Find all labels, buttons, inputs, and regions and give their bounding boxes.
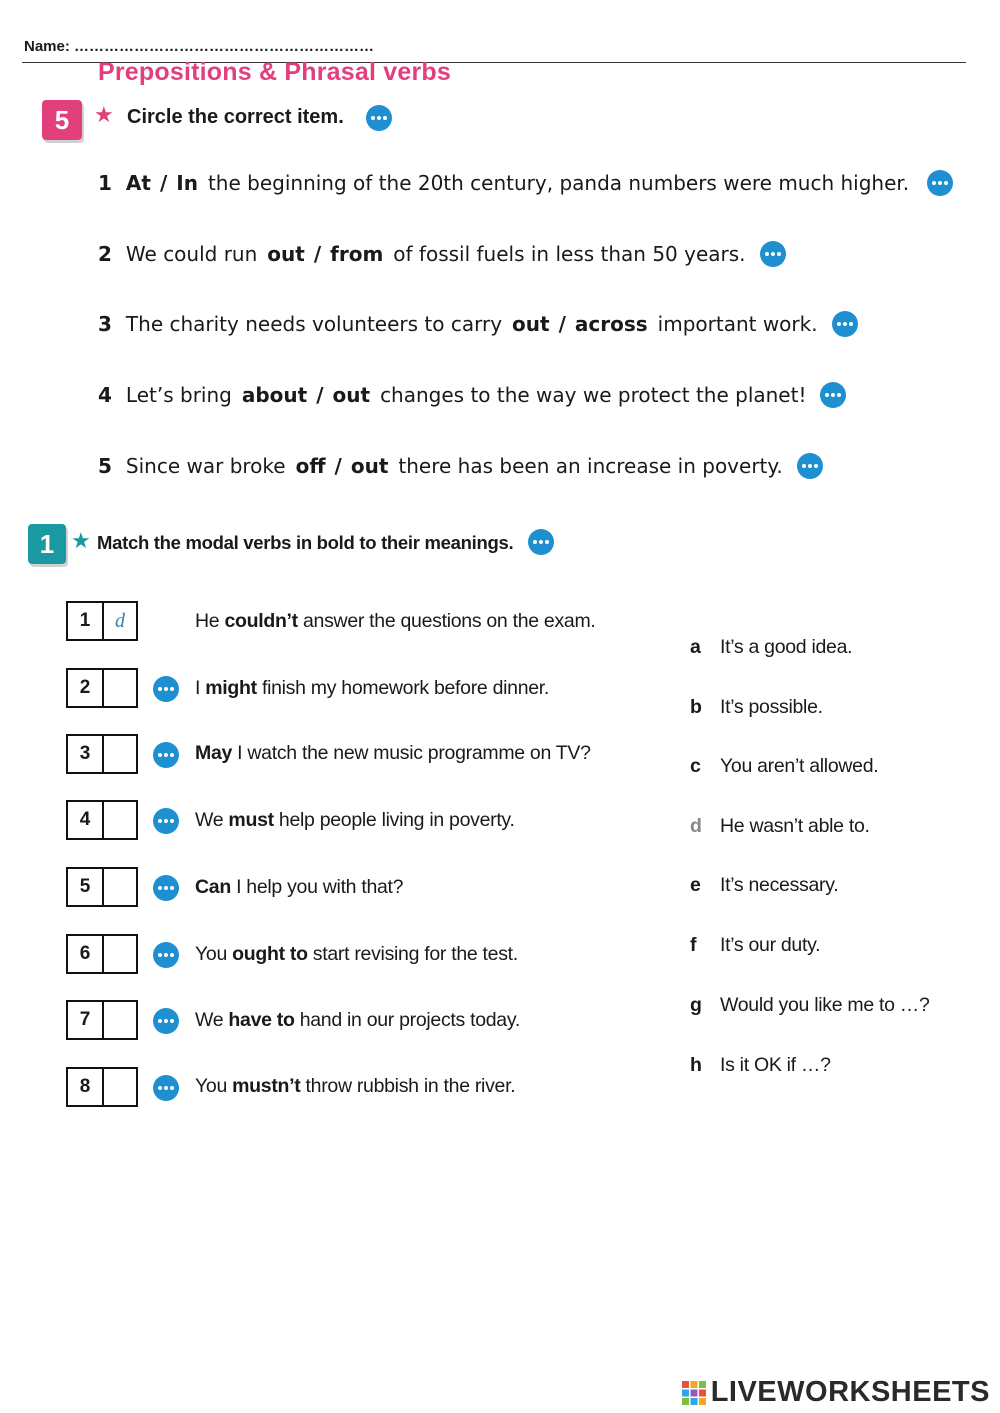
answer-input[interactable] [104, 736, 136, 772]
item-number: 5 [98, 454, 112, 478]
answer-input[interactable] [104, 869, 136, 905]
sentence-after: changes to the way we protect the planet! [380, 383, 807, 407]
option-2[interactable]: In [176, 171, 198, 195]
sentence-before: He [195, 610, 225, 632]
audio-play-icon[interactable] [832, 311, 858, 337]
item-number: 1 [68, 603, 104, 639]
sentence-before: We [195, 1009, 229, 1031]
meaning-text: He wasn’t able to. [720, 815, 870, 837]
answer-box [66, 1000, 138, 1040]
sentence [195, 1075, 515, 1098]
sentence [195, 809, 515, 832]
meaning-item [690, 874, 838, 897]
sentence [195, 943, 518, 966]
option-1[interactable]: out [267, 242, 305, 266]
list-item [98, 311, 858, 337]
audio-play-icon[interactable] [760, 241, 786, 267]
sentence-before: You [195, 1075, 233, 1097]
sentence-before: You [195, 943, 233, 965]
modal-verb: Can [195, 876, 231, 898]
item-number: 6 [68, 936, 104, 972]
exercise-1-badge: 1 [28, 524, 66, 564]
audio-play-icon[interactable] [797, 453, 823, 479]
answer-box [66, 1067, 138, 1107]
answer-input[interactable] [104, 1002, 136, 1038]
audio-play-icon[interactable] [927, 170, 953, 196]
meaning-letter: g [690, 994, 702, 1016]
audio-play-icon[interactable] [528, 529, 554, 555]
sentence-after: I watch the new music programme on TV? [232, 742, 591, 764]
star-icon: ★ [71, 529, 91, 554]
audio-play-icon[interactable] [820, 382, 846, 408]
sentence-after: I help you with that? [230, 876, 404, 898]
list-item [98, 170, 953, 196]
sentence-after: hand in our projects today. [294, 1009, 520, 1031]
meaning-text: It’s possible. [720, 696, 823, 718]
audio-play-icon[interactable] [153, 875, 179, 901]
sentence-after: finish my homework before dinner. [256, 677, 550, 699]
option-separator: / [316, 383, 324, 407]
sentence-after: the beginning of the 20th century, panda numbers were much higher. [207, 171, 910, 195]
answer-input[interactable] [104, 936, 136, 972]
answer-box [66, 800, 138, 840]
answer-box [66, 601, 138, 641]
answer-box [66, 934, 138, 974]
option-1[interactable]: off [295, 454, 326, 478]
item-number: 2 [68, 670, 104, 706]
option-separator: / [334, 454, 342, 478]
option-separator: / [558, 312, 566, 336]
sentence-after: important work. [657, 312, 818, 336]
meaning-item [690, 994, 930, 1017]
item-number: 4 [68, 802, 104, 838]
item-number: 5 [68, 869, 104, 905]
item-number: 8 [68, 1069, 104, 1105]
sentence-after: of fossil fuels in less than 50 years. [393, 242, 746, 266]
sentence-before: I [195, 677, 206, 699]
audio-play-icon[interactable] [153, 942, 179, 968]
meaning-letter: h [690, 1054, 702, 1076]
sentence-after: there has been an increase in poverty. [398, 454, 783, 478]
meaning-text: Would you like me to …? [720, 994, 930, 1016]
audio-play-icon[interactable] [153, 742, 179, 768]
answer-input[interactable] [104, 670, 136, 706]
meaning-item [690, 815, 870, 838]
sentence [195, 1009, 520, 1032]
list-item [98, 241, 786, 267]
section-title: Prepositions & Phrasal verbs [98, 58, 451, 86]
sentence-after: help people living in poverty. [273, 809, 515, 831]
brand-name: LIVEWORKSHEETS [710, 1376, 990, 1408]
exercise-5-instruction: Circle the correct item. [127, 106, 344, 128]
answer-input[interactable] [104, 1069, 136, 1105]
meaning-letter: a [690, 636, 701, 658]
option-1[interactable]: At [125, 171, 151, 195]
option-2[interactable]: across [574, 312, 648, 336]
option-1[interactable]: out [512, 312, 550, 336]
answer-input[interactable] [104, 802, 136, 838]
list-item [98, 382, 846, 408]
sentence-after: start revising for the test. [307, 943, 518, 965]
meaning-item [690, 636, 852, 659]
audio-play-icon[interactable] [153, 1075, 179, 1101]
answer-box [66, 734, 138, 774]
meaning-text: It’s our duty. [720, 934, 821, 956]
sentence-after: throw rubbish in the river. [300, 1075, 516, 1097]
item-number: 3 [98, 312, 112, 336]
sentence [195, 742, 591, 765]
meaning-letter: f [690, 934, 697, 956]
star-icon: ★ [94, 103, 114, 128]
item-number: 3 [68, 736, 104, 772]
meaning-text: You aren’t allowed. [720, 755, 879, 777]
sentence-before: We [195, 809, 229, 831]
item-number: 4 [98, 383, 112, 407]
modal-verb: have to [228, 1009, 295, 1031]
sentence [195, 610, 596, 633]
liveworksheets-logo-icon [681, 1380, 707, 1406]
audio-play-icon[interactable] [153, 1008, 179, 1034]
list-item [98, 453, 823, 479]
option-separator: / [313, 242, 322, 266]
meaning-letter: c [690, 755, 701, 777]
meaning-item [690, 755, 878, 778]
item-number: 1 [98, 171, 112, 195]
modal-verb: ought to [232, 943, 308, 965]
modal-verb: mustn’t [232, 1075, 301, 1097]
exercise-1-instruction: Match the modal verbs in bold to their meanings. [97, 532, 514, 553]
meaning-text: It’s necessary. [720, 874, 839, 896]
sentence-after: answer the questions on the exam. [297, 610, 596, 632]
option-2[interactable]: out [332, 383, 371, 407]
sentence-before: We could run [125, 242, 258, 266]
meaning-item [690, 1054, 831, 1077]
exercise-5-badge: 5 [42, 100, 82, 140]
sentence [195, 677, 549, 700]
meaning-item [690, 696, 823, 719]
modal-verb: must [228, 809, 274, 831]
meaning-text: Is it OK if …? [720, 1054, 831, 1076]
answer-box [66, 668, 138, 708]
modal-verb: May [195, 742, 233, 764]
meaning-letter: d [690, 815, 702, 837]
audio-play-icon[interactable] [366, 105, 392, 131]
sentence [195, 876, 403, 899]
option-separator: / [159, 171, 168, 195]
sentence-before: Since war broke [125, 454, 286, 478]
item-number: 7 [68, 1002, 104, 1038]
meaning-text: It’s a good idea. [720, 636, 853, 658]
answer-input[interactable] [104, 603, 136, 639]
sentence-before: The charity needs volunteers to carry [125, 312, 503, 336]
audio-play-icon[interactable] [153, 676, 179, 702]
item-number: 2 [98, 242, 112, 266]
option-2[interactable]: from [330, 242, 384, 266]
sentence-before: Let’s bring [125, 383, 232, 407]
modal-verb: might [205, 677, 257, 699]
audio-play-icon[interactable] [153, 808, 179, 834]
option-1[interactable]: about [241, 383, 308, 407]
meaning-letter: b [690, 696, 702, 718]
modal-verb: couldn’t [224, 610, 298, 632]
name-field-label: Name: …………………………………………………… [24, 38, 375, 55]
option-2[interactable]: out [350, 454, 389, 478]
meaning-item [690, 934, 820, 957]
answer-box [66, 867, 138, 907]
meaning-letter: e [690, 874, 701, 896]
liveworksheets-logo [681, 1376, 990, 1409]
